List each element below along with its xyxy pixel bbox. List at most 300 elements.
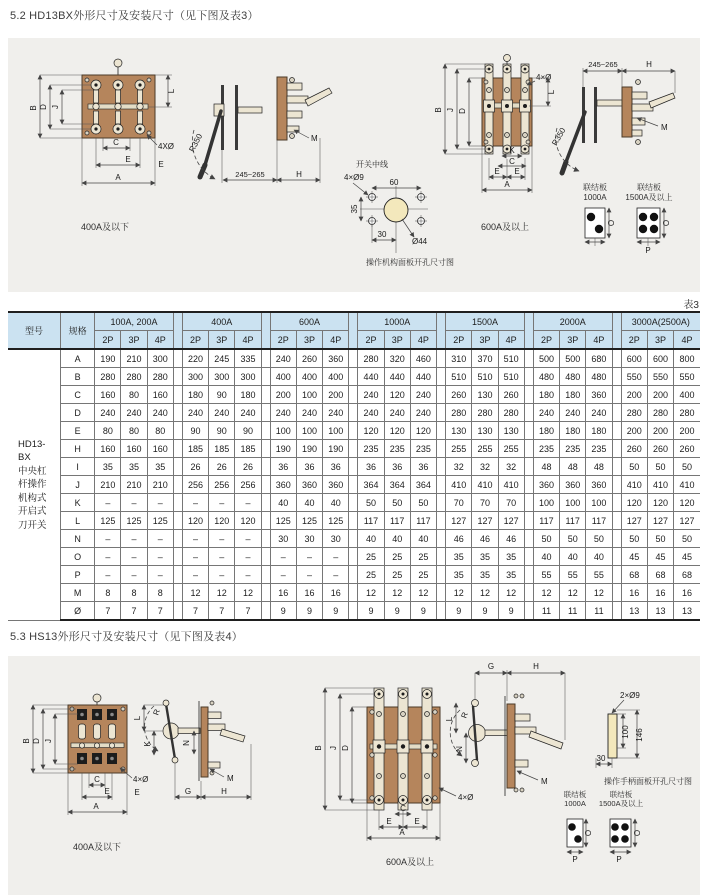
value-cell: 235 — [358, 440, 384, 458]
header-pole: 4P — [674, 331, 700, 350]
value-cell: 200 — [323, 386, 349, 404]
value-cell: 48 — [586, 458, 612, 476]
dim-label-e2: E — [414, 817, 420, 826]
group-gap — [261, 512, 270, 530]
value-cell: 36 — [384, 458, 410, 476]
value-cell: 185 — [182, 440, 208, 458]
value-cell: 25 — [384, 566, 410, 584]
value-cell: 240 — [358, 404, 384, 422]
dim-label-146: 146 — [635, 728, 644, 742]
group-gap — [173, 422, 182, 440]
value-cell: 364 — [358, 476, 384, 494]
dim-label-a: A — [115, 173, 121, 182]
dim-label-4xo: 4XØ — [158, 142, 175, 151]
value-cell: 70 — [446, 494, 472, 512]
value-cell: 40 — [533, 548, 559, 566]
value-cell: 180 — [533, 386, 559, 404]
dim-label-j: J — [446, 108, 455, 112]
table-row — [8, 602, 700, 621]
header-pole: 3P — [296, 331, 322, 350]
value-cell: 260 — [446, 386, 472, 404]
dim-label-2xo9: 2×Ø9 — [620, 691, 640, 700]
value-cell: 120 — [384, 386, 410, 404]
value-cell: 300 — [147, 349, 173, 368]
value-cell: 25 — [358, 566, 384, 584]
value-cell: 12 — [446, 584, 472, 602]
value-cell: 7 — [147, 602, 173, 621]
value-cell: 13 — [674, 602, 700, 621]
group-gap — [612, 422, 621, 440]
dim-label-g: G — [487, 662, 495, 671]
value-cell: 80 — [121, 422, 147, 440]
value-cell: 510 — [498, 368, 524, 386]
value-cell: 30 — [296, 530, 322, 548]
group-gap — [437, 512, 446, 530]
value-cell: 280 — [121, 368, 147, 386]
value-cell: 600 — [621, 349, 647, 368]
dim-label-j: J — [329, 746, 338, 750]
value-cell: 256 — [182, 476, 208, 494]
group-gap — [524, 404, 533, 422]
value-cell: 13 — [621, 602, 647, 621]
value-cell: 120 — [358, 422, 384, 440]
value-cell: 12 — [498, 584, 524, 602]
dim-label-e: E — [125, 155, 131, 164]
value-cell: 50 — [384, 494, 410, 512]
value-cell: – — [209, 494, 235, 512]
value-cell: 480 — [560, 368, 586, 386]
value-cell: 9 — [384, 602, 410, 621]
link-plate-rating: 1500A及以上 — [625, 193, 673, 202]
dim-label-g: G — [184, 787, 192, 796]
value-cell: 45 — [647, 548, 673, 566]
value-cell: 160 — [147, 440, 173, 458]
value-cell: 550 — [647, 368, 673, 386]
value-cell: 11 — [586, 602, 612, 621]
table-row — [8, 494, 700, 512]
value-cell: 280 — [498, 404, 524, 422]
value-cell: 117 — [560, 512, 586, 530]
value-cell: 45 — [621, 548, 647, 566]
value-cell: 360 — [270, 476, 296, 494]
value-cell: 300 — [235, 368, 261, 386]
value-cell: 127 — [647, 512, 673, 530]
table-row — [8, 368, 700, 386]
value-cell: 35 — [498, 566, 524, 584]
value-cell: 8 — [147, 584, 173, 602]
spec-cell: L — [60, 512, 94, 530]
value-cell: 125 — [121, 512, 147, 530]
group-gap — [612, 584, 621, 602]
dim-label-245-265: 245~265 — [235, 170, 265, 179]
dim-label-245-265: 245~265 — [588, 60, 618, 69]
value-cell: 600 — [647, 349, 673, 368]
header-group: 400A — [182, 312, 261, 331]
group-gap — [261, 458, 270, 476]
group-gap — [349, 368, 358, 386]
value-cell: 46 — [446, 530, 472, 548]
value-cell: 180 — [182, 386, 208, 404]
dim-label-l: L — [133, 715, 142, 721]
dim-label-60: 60 — [389, 178, 399, 187]
value-cell: – — [147, 494, 173, 512]
value-cell: 260 — [647, 440, 673, 458]
value-cell: 200 — [674, 422, 700, 440]
value-cell: 300 — [209, 368, 235, 386]
value-cell: 26 — [182, 458, 208, 476]
link-plate-label: 联结板 — [637, 183, 661, 192]
value-cell: 410 — [446, 476, 472, 494]
value-cell: 40 — [270, 494, 296, 512]
value-cell: 12 — [533, 584, 559, 602]
value-cell: 16 — [270, 584, 296, 602]
group-gap — [612, 368, 621, 386]
dim-label-p: P — [572, 855, 578, 864]
value-cell: 40 — [296, 494, 322, 512]
value-cell: 255 — [446, 440, 472, 458]
link-plate-rating: 1000A — [583, 193, 607, 202]
value-cell: 256 — [235, 476, 261, 494]
value-cell: 235 — [560, 440, 586, 458]
group-gap — [173, 602, 182, 621]
table-tag: 表3 — [683, 300, 699, 311]
value-cell: 120 — [647, 494, 673, 512]
link-plate-label: 联结板 — [563, 790, 587, 799]
value-cell: 127 — [472, 512, 498, 530]
value-cell: – — [182, 566, 208, 584]
value-cell: 32 — [446, 458, 472, 476]
value-cell: 240 — [323, 404, 349, 422]
value-cell: – — [235, 566, 261, 584]
value-cell: 160 — [121, 440, 147, 458]
value-cell: 50 — [674, 458, 700, 476]
value-cell: 400 — [674, 386, 700, 404]
table-row — [8, 476, 700, 494]
value-cell: 30 — [270, 530, 296, 548]
table-row — [8, 584, 700, 602]
value-cell: 8 — [121, 584, 147, 602]
dim-label-b: B — [434, 107, 443, 113]
value-cell: 280 — [147, 368, 173, 386]
header-pole: 3P — [209, 331, 235, 350]
value-cell: – — [235, 530, 261, 548]
group-gap — [524, 368, 533, 386]
group-gap — [173, 440, 182, 458]
value-cell: 100 — [323, 422, 349, 440]
value-cell: 48 — [560, 458, 586, 476]
value-cell: – — [147, 566, 173, 584]
header-group: 2000A — [533, 312, 612, 331]
header-pole: 4P — [323, 331, 349, 350]
header-pole: 3P — [384, 331, 410, 350]
group-gap — [612, 602, 621, 621]
link-plate-rating: 1500A及以上 — [598, 799, 644, 808]
group-gap — [349, 512, 358, 530]
model-cell: HD13- BX 中央杠 杆操作 机构式 开启式 刀开关 — [8, 349, 60, 620]
value-cell: 46 — [498, 530, 524, 548]
link-plate-label: 联结板 — [583, 183, 607, 192]
group-gap — [173, 584, 182, 602]
value-cell: 240 — [358, 386, 384, 404]
value-cell: – — [95, 530, 121, 548]
value-cell: 440 — [358, 368, 384, 386]
dim-label-a: A — [504, 180, 510, 189]
group-gap — [524, 530, 533, 548]
spec-cell: E — [60, 422, 94, 440]
value-cell: 360 — [533, 476, 559, 494]
value-cell: 117 — [410, 512, 436, 530]
group-gap — [437, 312, 446, 349]
value-cell: 130 — [446, 422, 472, 440]
value-cell: – — [323, 548, 349, 566]
dim-label-e2: E — [514, 167, 520, 176]
value-cell: 7 — [121, 602, 147, 621]
value-cell: 210 — [147, 476, 173, 494]
dim-label-dia44: Ø44 — [412, 237, 428, 246]
value-cell: – — [121, 548, 147, 566]
group-gap — [349, 566, 358, 584]
value-cell: 280 — [621, 404, 647, 422]
group-gap — [612, 349, 621, 368]
dim-label-m: M — [541, 777, 548, 786]
value-cell: 360 — [560, 476, 586, 494]
header-pole: 2P — [621, 331, 647, 350]
header-pole: 4P — [586, 331, 612, 350]
value-cell: – — [95, 566, 121, 584]
dim-label-r350: R350 — [187, 132, 205, 154]
value-cell: 280 — [358, 349, 384, 368]
value-cell: 127 — [446, 512, 472, 530]
header-pole: 2P — [533, 331, 559, 350]
value-cell: 80 — [95, 422, 121, 440]
value-cell: 240 — [410, 386, 436, 404]
value-cell: 7 — [235, 602, 261, 621]
group-gap — [437, 349, 446, 368]
group-gap — [349, 458, 358, 476]
value-cell: 240 — [270, 349, 296, 368]
value-cell: 256 — [209, 476, 235, 494]
header-pole: 2P — [182, 331, 208, 350]
dim-label-100: 100 — [621, 725, 630, 739]
value-cell: 11 — [533, 602, 559, 621]
value-cell: 160 — [95, 440, 121, 458]
value-cell: – — [323, 566, 349, 584]
group-gap — [261, 494, 270, 512]
value-cell: 190 — [323, 440, 349, 458]
dim-label-n: N — [182, 740, 191, 746]
value-cell: 12 — [410, 584, 436, 602]
group-gap — [173, 404, 182, 422]
table-row — [8, 530, 700, 548]
value-cell: 280 — [674, 404, 700, 422]
group-gap — [612, 548, 621, 566]
dim-label-k: K — [509, 146, 515, 155]
value-cell: 50 — [621, 530, 647, 548]
value-cell: 200 — [621, 422, 647, 440]
value-cell: 40 — [586, 548, 612, 566]
value-cell: 16 — [647, 584, 673, 602]
group-gap — [612, 566, 621, 584]
dim-label-4xo: 4×Ø — [536, 73, 552, 82]
value-cell: 240 — [121, 404, 147, 422]
value-cell: 260 — [621, 440, 647, 458]
group-gap — [261, 368, 270, 386]
spec-cell: I — [60, 458, 94, 476]
value-cell: 185 — [235, 440, 261, 458]
value-cell: 320 — [384, 349, 410, 368]
value-cell: 240 — [384, 404, 410, 422]
value-cell: 36 — [358, 458, 384, 476]
value-cell: 50 — [533, 530, 559, 548]
value-cell: 240 — [296, 404, 322, 422]
value-cell: 32 — [472, 458, 498, 476]
value-cell: 12 — [586, 584, 612, 602]
value-cell: 16 — [674, 584, 700, 602]
value-cell: 36 — [323, 458, 349, 476]
dim-label-l: L — [445, 716, 454, 722]
group-gap — [349, 440, 358, 458]
dim-label-d: D — [32, 738, 41, 744]
dim-label-h: H — [296, 170, 302, 179]
value-cell: 440 — [410, 368, 436, 386]
value-cell: 255 — [472, 440, 498, 458]
value-cell: 120 — [410, 422, 436, 440]
value-cell: 50 — [674, 530, 700, 548]
group-gap — [349, 404, 358, 422]
value-cell: 45 — [674, 548, 700, 566]
header-model: 型号 — [8, 312, 60, 349]
dim-label-m: M — [227, 774, 234, 783]
value-cell: 35 — [498, 548, 524, 566]
value-cell: 510 — [498, 349, 524, 368]
value-cell: 360 — [323, 476, 349, 494]
value-cell: 410 — [472, 476, 498, 494]
dim-label-r350: R350 — [550, 126, 568, 148]
dim-label-c: C — [94, 775, 100, 784]
value-cell: 55 — [560, 566, 586, 584]
group-gap — [524, 458, 533, 476]
value-cell: 12 — [182, 584, 208, 602]
dim-label-e: E — [494, 167, 500, 176]
group-gap — [437, 440, 446, 458]
caption-panel-hole-bottom: 操作手柄面板开孔尺寸图 — [604, 777, 692, 786]
group-gap — [524, 548, 533, 566]
value-cell: 364 — [410, 476, 436, 494]
value-cell: – — [182, 548, 208, 566]
dim-label-l: L — [167, 88, 176, 94]
dim-label-d: D — [458, 108, 467, 114]
dim-label-n: N — [455, 746, 464, 752]
value-cell: 300 — [182, 368, 208, 386]
value-cell: 235 — [586, 440, 612, 458]
table-row — [8, 422, 700, 440]
dim-label-a: A — [399, 828, 405, 837]
value-cell: 50 — [647, 530, 673, 548]
group-gap — [173, 566, 182, 584]
header-group: 3000A(2500A) — [621, 312, 700, 331]
dimension-table — [8, 311, 700, 621]
group-gap — [437, 494, 446, 512]
dim-label-c: C — [400, 804, 406, 813]
group-gap — [524, 422, 533, 440]
group-gap — [261, 349, 270, 368]
value-cell: 46 — [472, 530, 498, 548]
value-cell: 40 — [358, 530, 384, 548]
value-cell: 9 — [472, 602, 498, 621]
value-cell: 40 — [323, 494, 349, 512]
value-cell: 440 — [384, 368, 410, 386]
value-cell: 370 — [472, 349, 498, 368]
value-cell: 12 — [472, 584, 498, 602]
value-cell: 190 — [270, 440, 296, 458]
header-pole: 3P — [472, 331, 498, 350]
caption-600a-above: 600A及以上 — [480, 222, 530, 232]
spec-cell: A — [60, 349, 94, 368]
group-gap — [261, 566, 270, 584]
group-gap — [349, 602, 358, 621]
table-row — [8, 566, 700, 584]
value-cell: – — [209, 566, 235, 584]
caption-400a-below: 400A及以下 — [80, 222, 130, 232]
value-cell: – — [182, 494, 208, 512]
table-row — [8, 458, 700, 476]
value-cell: 100 — [270, 422, 296, 440]
value-cell: 460 — [410, 349, 436, 368]
value-cell: 120 — [621, 494, 647, 512]
value-cell: 220 — [182, 349, 208, 368]
dim-label-b: B — [314, 745, 323, 751]
dim-label-p: P — [645, 246, 651, 255]
group-gap — [437, 584, 446, 602]
value-cell: 26 — [235, 458, 261, 476]
value-cell: 12 — [384, 584, 410, 602]
value-cell: 55 — [586, 566, 612, 584]
group-gap — [524, 602, 533, 621]
value-cell: 127 — [674, 512, 700, 530]
value-cell: 100 — [296, 386, 322, 404]
value-cell: 240 — [560, 404, 586, 422]
value-cell: 125 — [323, 512, 349, 530]
value-cell: 120 — [182, 512, 208, 530]
dim-label-l: L — [547, 89, 556, 95]
spec-cell: D — [60, 404, 94, 422]
spec-cell: J — [60, 476, 94, 494]
group-gap — [173, 548, 182, 566]
spec-cell: P — [60, 566, 94, 584]
value-cell: 120 — [209, 512, 235, 530]
caption-400a-below: 400A及以下 — [72, 842, 122, 852]
group-gap — [437, 548, 446, 566]
group-gap — [173, 312, 182, 349]
table-row — [8, 440, 700, 458]
value-cell: 210 — [95, 476, 121, 494]
value-cell: 100 — [586, 494, 612, 512]
value-cell: 190 — [296, 440, 322, 458]
value-cell: 12 — [358, 584, 384, 602]
value-cell: 245 — [209, 349, 235, 368]
value-cell: 180 — [235, 386, 261, 404]
group-gap — [524, 566, 533, 584]
value-cell: 500 — [533, 349, 559, 368]
value-cell: 210 — [121, 349, 147, 368]
group-gap — [261, 548, 270, 566]
value-cell: 800 — [674, 349, 700, 368]
group-gap — [612, 530, 621, 548]
value-cell: 180 — [533, 422, 559, 440]
section-5-2-title: 5.2 HD13BX外形尺寸及安装尺寸（见下图及表3） — [10, 10, 259, 22]
group-gap — [437, 476, 446, 494]
value-cell: 9 — [358, 602, 384, 621]
